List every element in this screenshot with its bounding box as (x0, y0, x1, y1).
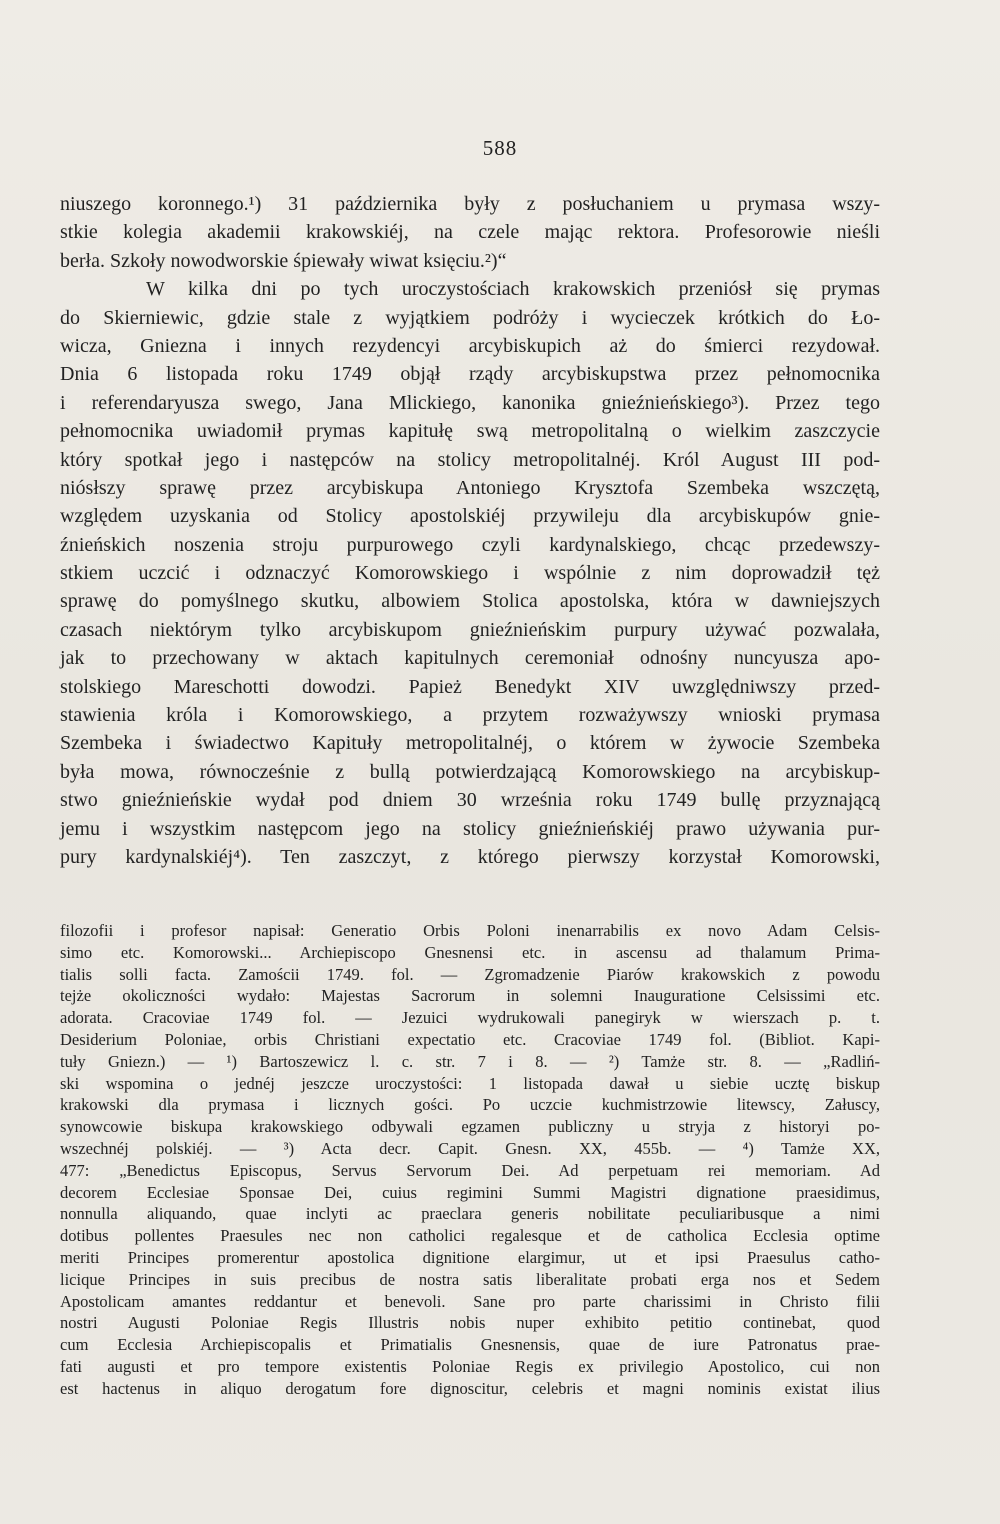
page-number: 588 (482, 136, 518, 160)
footnote-line: tialis solli facta. Zamościi 1749. fol. — Zgromadzenie Piarów krakowskich z powodu (60, 964, 880, 984)
text-line: pury kardynalskiéj⁴). Ten zaszczyt, z którego pierwszy korzystał Komorowski, (60, 845, 880, 868)
footnote-line: 477: „Benedictus Episcopus, Servus Servorum Dei. Ad perpetuam rei memoriam. Ad (60, 1160, 880, 1180)
text-line: stolskiego Mareschotti dowodzi. Papież Benedykt XIV uwzględniwszy przed- (60, 675, 880, 698)
text-line: była mowa, równocześnie z bullą potwierdzającą Komorowskiego na arcybiskup- (60, 760, 880, 783)
text-line: sprawę do pomyślnego skutku, albowiem Stolica apostolska, która w dawniejszych (60, 590, 880, 613)
footnote-line: nonnulla aliquando, quae inclyti ac praeclara generis nobilitate peculiaribusque a nimi (60, 1204, 880, 1224)
text-line: stkie kolegia akademii krakowskiéj, na czele mając rektora. Profesorowie nieśli (60, 221, 880, 244)
footnote-line: Desiderium Poloniae, orbis Christiani expectatio etc. Cracoviae 1749 fol. (Bibliot. Kapi- (60, 1029, 880, 1049)
text-line: pełnomocnika uwiadomił prymas kapitułę swą metropolitalną o wielkim zaszczycie (60, 420, 880, 443)
footnote-line: filozofii i profesor napisał: Generatio Orbis Poloni inenarrabilis ex novo Adam Celsis- (60, 921, 880, 940)
text-line: W kilka dni po tych uroczystościach krakowskich przeniósł się prymas (146, 278, 880, 301)
text-line: względem uzyskania od Stolicy apostolskiéj przywileju dla arcybiskupów gnie- (60, 505, 880, 528)
footnote-line: synowcowie biskupa krakowskiego odbywali egzamen publiczny u stryja z historyi po- (60, 1117, 880, 1137)
footnote-line: simo etc. Komorowski... Archiepiscopo Gnesnensi etc. in ascensu ad thalamum Prima- (60, 942, 880, 962)
footnote-line: dotibus pollentes Praesules nec non catholici regalesque et de catholica Ecclesia optime (60, 1226, 880, 1246)
footnote-line: nostri Augusti Poloniae Regis Illustris nobis nuper exhibito petitio continebat, quod (60, 1313, 880, 1333)
footnote-line: fati augusti et pro tempore existentis Poloniae Regis ex privilegio Apostolico, cui non (60, 1356, 880, 1376)
text-line: stawienia króla i Komorowskiego, a przytem rozważywszy wnioski prymasa (60, 704, 880, 727)
text-line: berła. Szkoły nowodworskie śpiewały wiwat księciu.²)“ (60, 249, 507, 272)
footnotes (60, 920, 880, 1400)
text-line: i referendaryusza swego, Jana Mlickiego, kanonika gnieźnieńskiego³). Przez tego (60, 391, 880, 414)
text-line: który spotkał jego i następców na stolicy metropolitalnéj. Król August III pod- (60, 448, 880, 471)
footnote-line: Apostolicam amantes reddantur et benevoli. Sane pro parte charissimi in Christo filii (60, 1291, 880, 1311)
footnote-line: ski wspomina o jednéj jeszcze uroczystości: 1 listopada dawał u siebie ucztę biskup (60, 1073, 880, 1093)
footnote-line: tejże okoliczności wydało: Majestas Sacrorum in solemni Inauguratione Celsissimi etc. (60, 986, 880, 1006)
text-line: Szembeka i świadectwo Kapituły metropolitalnéj, o którem w żywocie Szembeka (60, 732, 880, 755)
text-line: stwo gnieźnieńskie wydał pod dniem 30 września roku 1749 bullę przyznającą (60, 789, 880, 812)
footnote-line: decorem Ecclesiae Sponsae Dei, cuius regimini Summi Magistri dignatione praesidimus, (60, 1182, 880, 1202)
text-line: jemu i wszystkim następcom jego na stolicy gnieźnieńskiéj prawo używania pur- (60, 817, 880, 840)
text-line: stkiem uczcić i odznaczyć Komorowskiego i wspólnie z nim doprowadził tęż (60, 562, 880, 585)
text-line: niuszego koronnego.¹) 31 października były z posłuchaniem u prymasa wszy- (60, 193, 880, 215)
text-line: czasach niektórym tylko arcybiskupom gnieźnieńskim purpury używać pozwalała, (60, 618, 880, 641)
text-line: jak to przechowany w aktach kapitulnych ceremoniał odnośny nuncyusza apo- (60, 647, 880, 670)
footnote-line: tuły Gniezn.) — ¹) Bartoszewicz l. c. str. 7 i 8. — ²) Tamże str. 8. — „Radliń- (60, 1051, 880, 1071)
text-line: niósłszy sprawę przez arcybiskupa Antoniego Krysztofa Szembeka wszczętą, (60, 476, 880, 499)
text-line: do Skierniewic, gdzie stale z wyjątkiem podróży i wycieczek krótkich do Ło- (60, 306, 880, 329)
footnote-line: meriti Principes promerentur apostolica dignitione elargimur, ut et ipsi Praesulus catho- (60, 1247, 880, 1267)
text-line: Dnia 6 listopada roku 1749 objął rządy arcybiskupstwa przez pełnomocnika (60, 363, 880, 386)
footnote-line: licique Principes in suis precibus de nostra satis liberalitate probati erga nos et Sedem (60, 1269, 880, 1289)
footnote-line: wszechnéj polskiéj. — ³) Acta decr. Capit. Gnesn. XX, 455b. — ⁴) Tamże XX, (60, 1138, 880, 1158)
main-text (60, 190, 880, 871)
footnote-line: krakowski dla prymasa i licznych gości. Po uczcie kuchmistrzowie litewscy, Załuscy, (60, 1095, 880, 1115)
footnote-line: adorata. Cracoviae 1749 fol. — Jezuici wydrukowali panegiryk w wierszach p. t. (60, 1008, 880, 1028)
text-line: źnieńskich noszenia stroju purpurowego czyli kardynalskiego, chcąc przedewszy- (60, 533, 880, 556)
footnote-line: est hactenus in aliquo derogatum fore dignoscitur, celebris et magni nominis existat ilius (60, 1378, 880, 1398)
text-line: wicza, Gniezna i innych rezydencyi arcybiskupich aż do śmierci rezydował. (60, 334, 880, 357)
footnote-line: cum Ecclesia Archiepiscopalis et Primatialis Gnesnensis, quae de iure Patronatus prae- (60, 1335, 880, 1355)
